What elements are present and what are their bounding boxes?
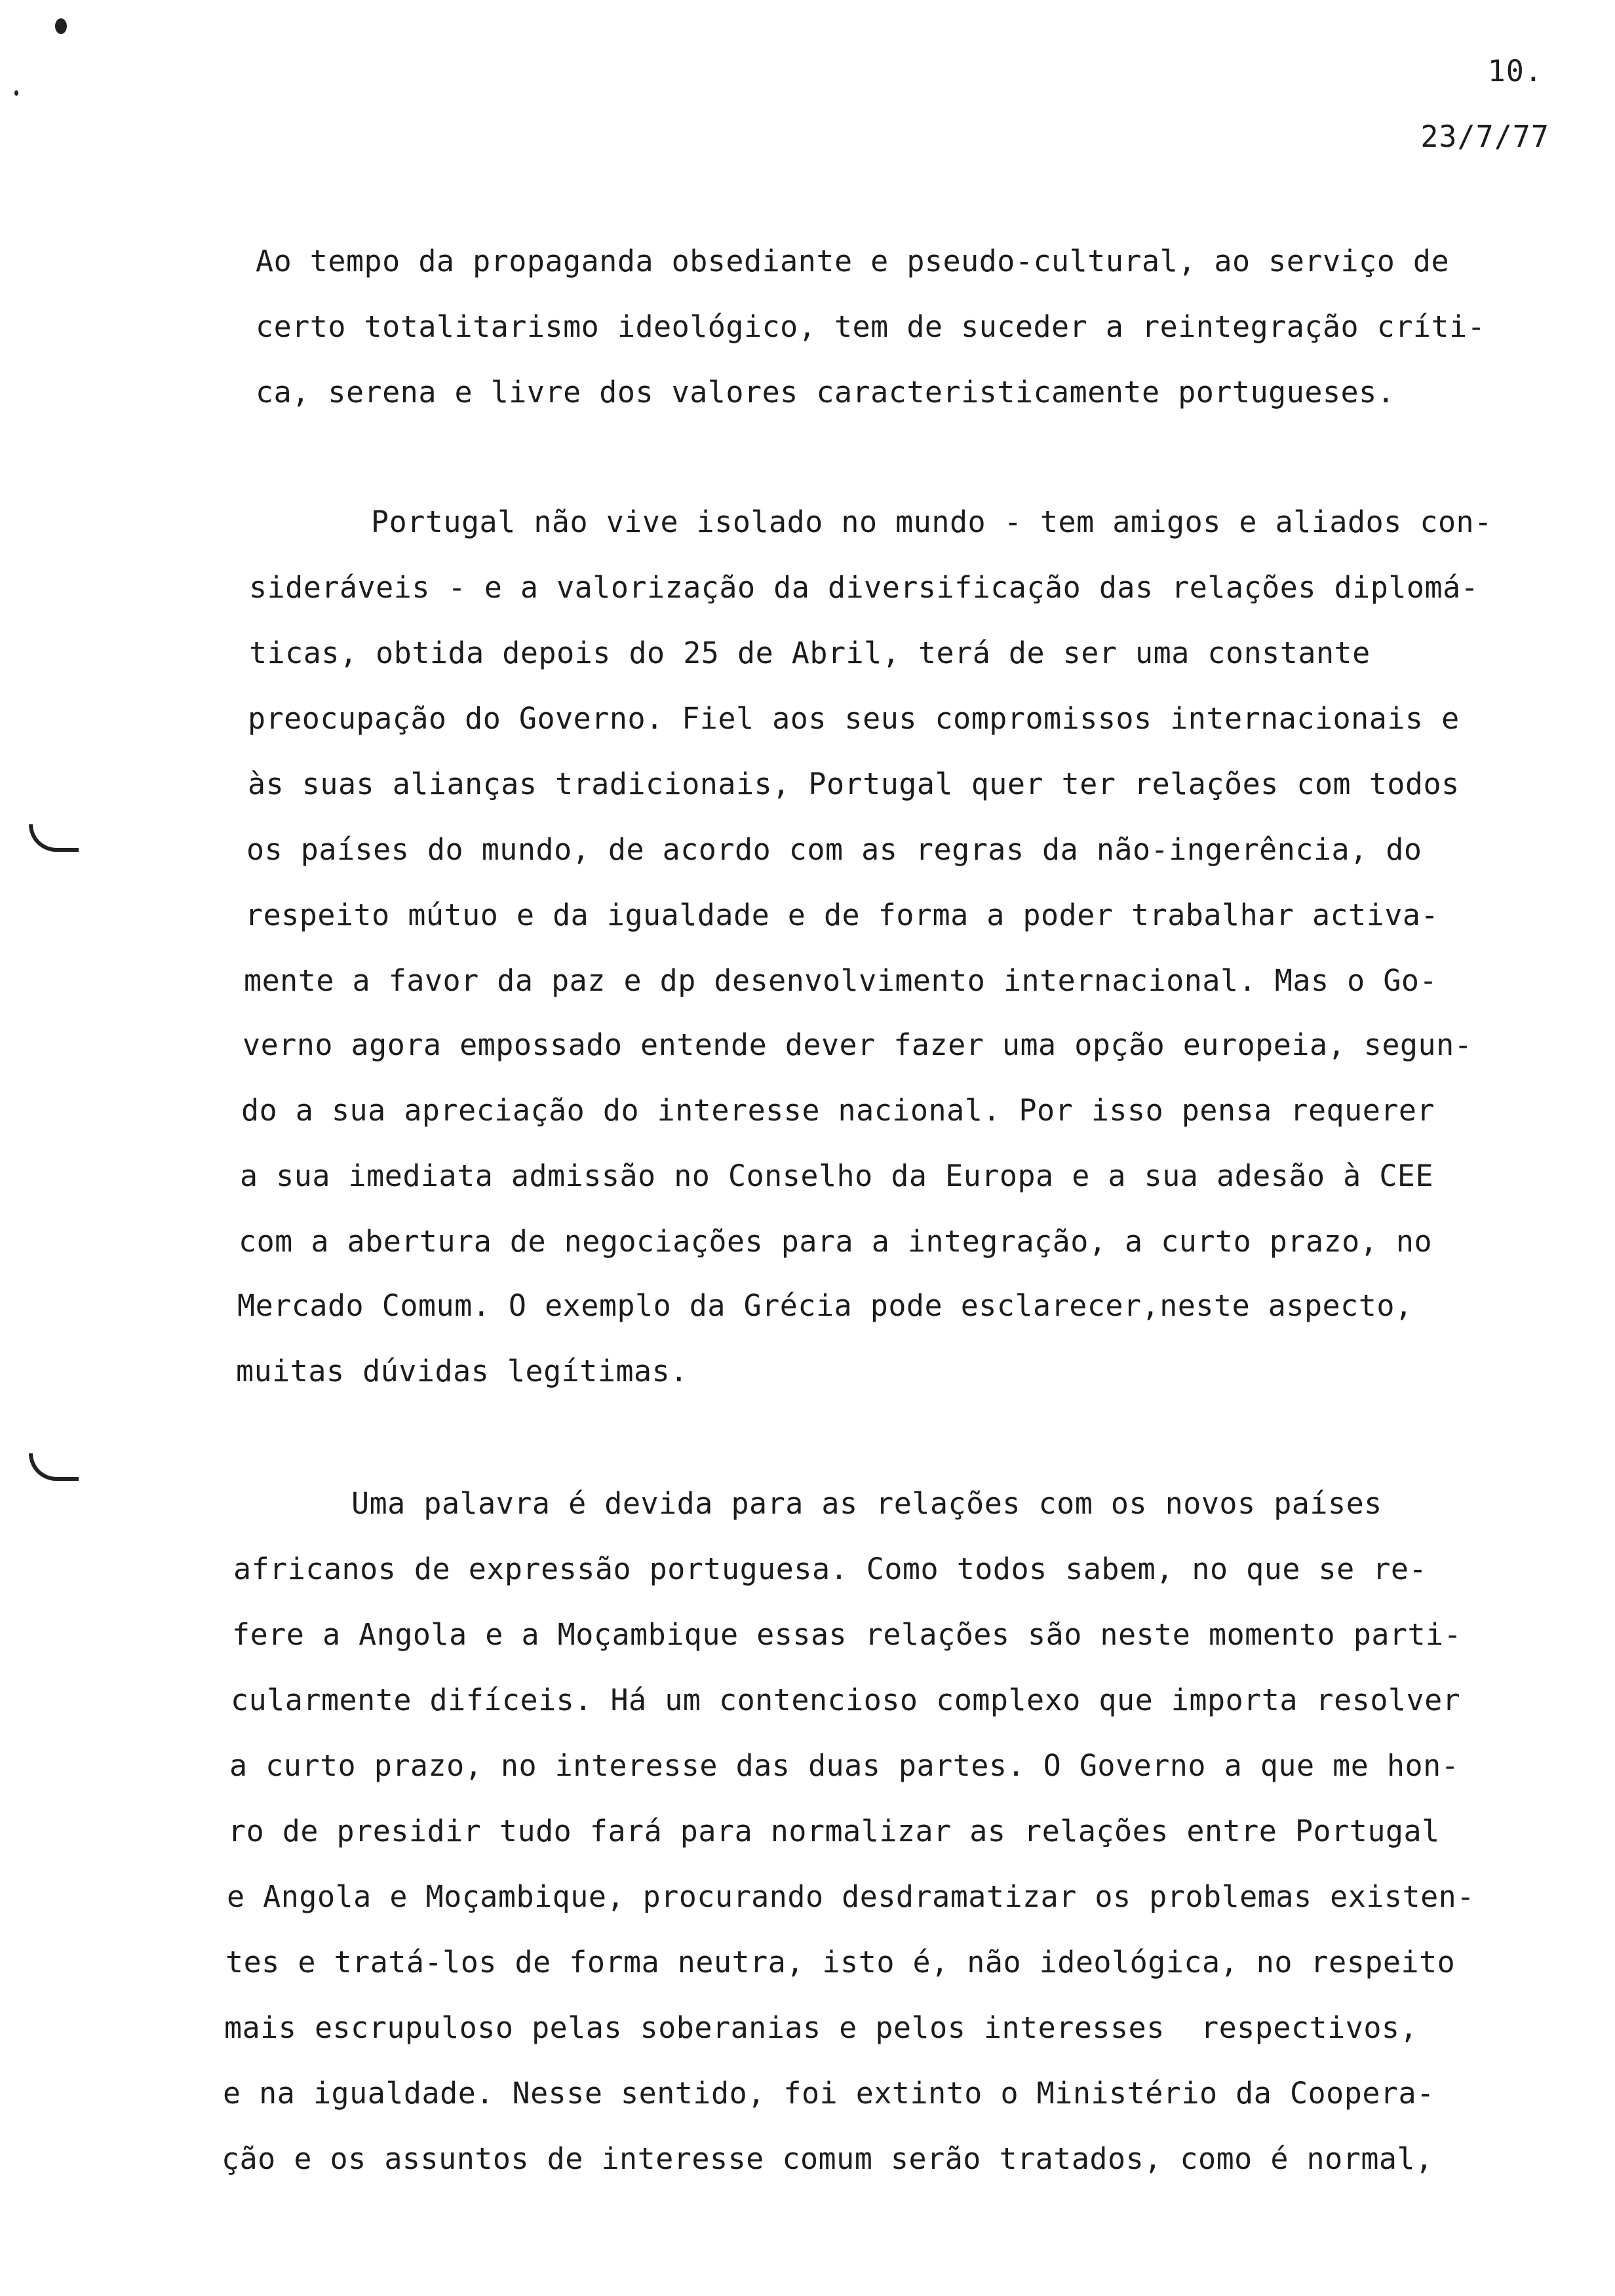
text-line: ro de presidir tudo fará para normalizar as relações entre Portugal xyxy=(228,1814,1440,1848)
text-line: a sua imediata admissão no Conselho da Europa e a sua adesão à CEE xyxy=(240,1158,1434,1193)
text-line: mais escrupuloso pelas soberanias e pelos interesses respectivos, xyxy=(224,2010,1418,2045)
text-line: Mercado Comum. O exemplo da Grécia pode esclarecer,neste aspecto, xyxy=(237,1288,1413,1323)
text-line: do a sua apreciação do interesse nacional. Por isso pensa requerer xyxy=(241,1093,1435,1128)
text-line: mente a favor da paz e dp desenvolvimento internacional. Mas o Go- xyxy=(244,963,1438,998)
text-line: fere a Angola e a Moçambique essas relações são neste momento parti- xyxy=(232,1617,1462,1652)
text-line: os países do mundo, de acordo com as regras da não-ingerência, do xyxy=(246,832,1422,867)
text-line: ca, serena e livre dos valores caracteristicamente portugueses. xyxy=(256,375,1395,410)
text-line: cularmente difíceis. Há um contencioso complexo que importa resolver xyxy=(231,1683,1461,1717)
text-line: muitas dúvidas legítimas. xyxy=(236,1354,688,1388)
ink-spot xyxy=(55,18,67,34)
text-line: sideráveis - e a valorização da diversificação das relações diplomá- xyxy=(249,570,1479,605)
text-line: respeito mútuo e da igualdade e de forma a poder trabalhar activa- xyxy=(245,898,1439,932)
text-line: verno agora empossado entende dever fazer uma opção europeia, segun- xyxy=(243,1027,1473,1062)
text-line: certo totalitarismo ideológico, tem de suceder a reintegração críti- xyxy=(256,309,1486,344)
text-line: preocupação do Governo. Fiel aos seus compromissos internacionais e xyxy=(248,701,1460,736)
text-line: ção e os assuntos de interesse comum serão tratados, como é normal, xyxy=(222,2141,1433,2176)
text-line: às suas alianças tradicionais, Portugal quer ter relações com todos xyxy=(248,767,1460,801)
text-line: tes e tratá-los de forma neutra, isto é, não ideológica, no respeito xyxy=(225,1945,1456,1980)
text-line: Portugal não vive isolado no mundo - tem amigos e aliados con- xyxy=(371,505,1492,539)
page-number: 10. xyxy=(1487,54,1543,88)
punch-hole-mark xyxy=(29,824,79,852)
punch-hole-mark xyxy=(29,1453,79,1481)
ink-speck xyxy=(14,90,18,96)
text-line: africanos de expressão portuguesa. Como todos sabem, no que se re- xyxy=(233,1552,1428,1586)
text-line: Uma palavra é devida para as relações com os novos países xyxy=(351,1486,1382,1521)
text-line: Ao tempo da propaganda obsediante e pseudo-cultural, ao serviço de xyxy=(256,244,1450,278)
page-date: 23/7/77 xyxy=(1420,119,1549,154)
text-line: com a abertura de negociações para a integração, a curto prazo, no xyxy=(239,1224,1433,1259)
text-line: e na igualdade. Nesse sentido, foi extinto o Ministério da Coopera- xyxy=(223,2076,1435,2111)
text-line: ticas, obtida depois do 25 de Abril, terá de ser uma constante xyxy=(249,636,1371,670)
text-line: e Angola e Moçambique, procurando desdramatizar os problemas existen- xyxy=(227,1879,1475,1914)
text-line: a curto prazo, no interesse das duas partes. O Governo a que me hon- xyxy=(229,1748,1460,1783)
